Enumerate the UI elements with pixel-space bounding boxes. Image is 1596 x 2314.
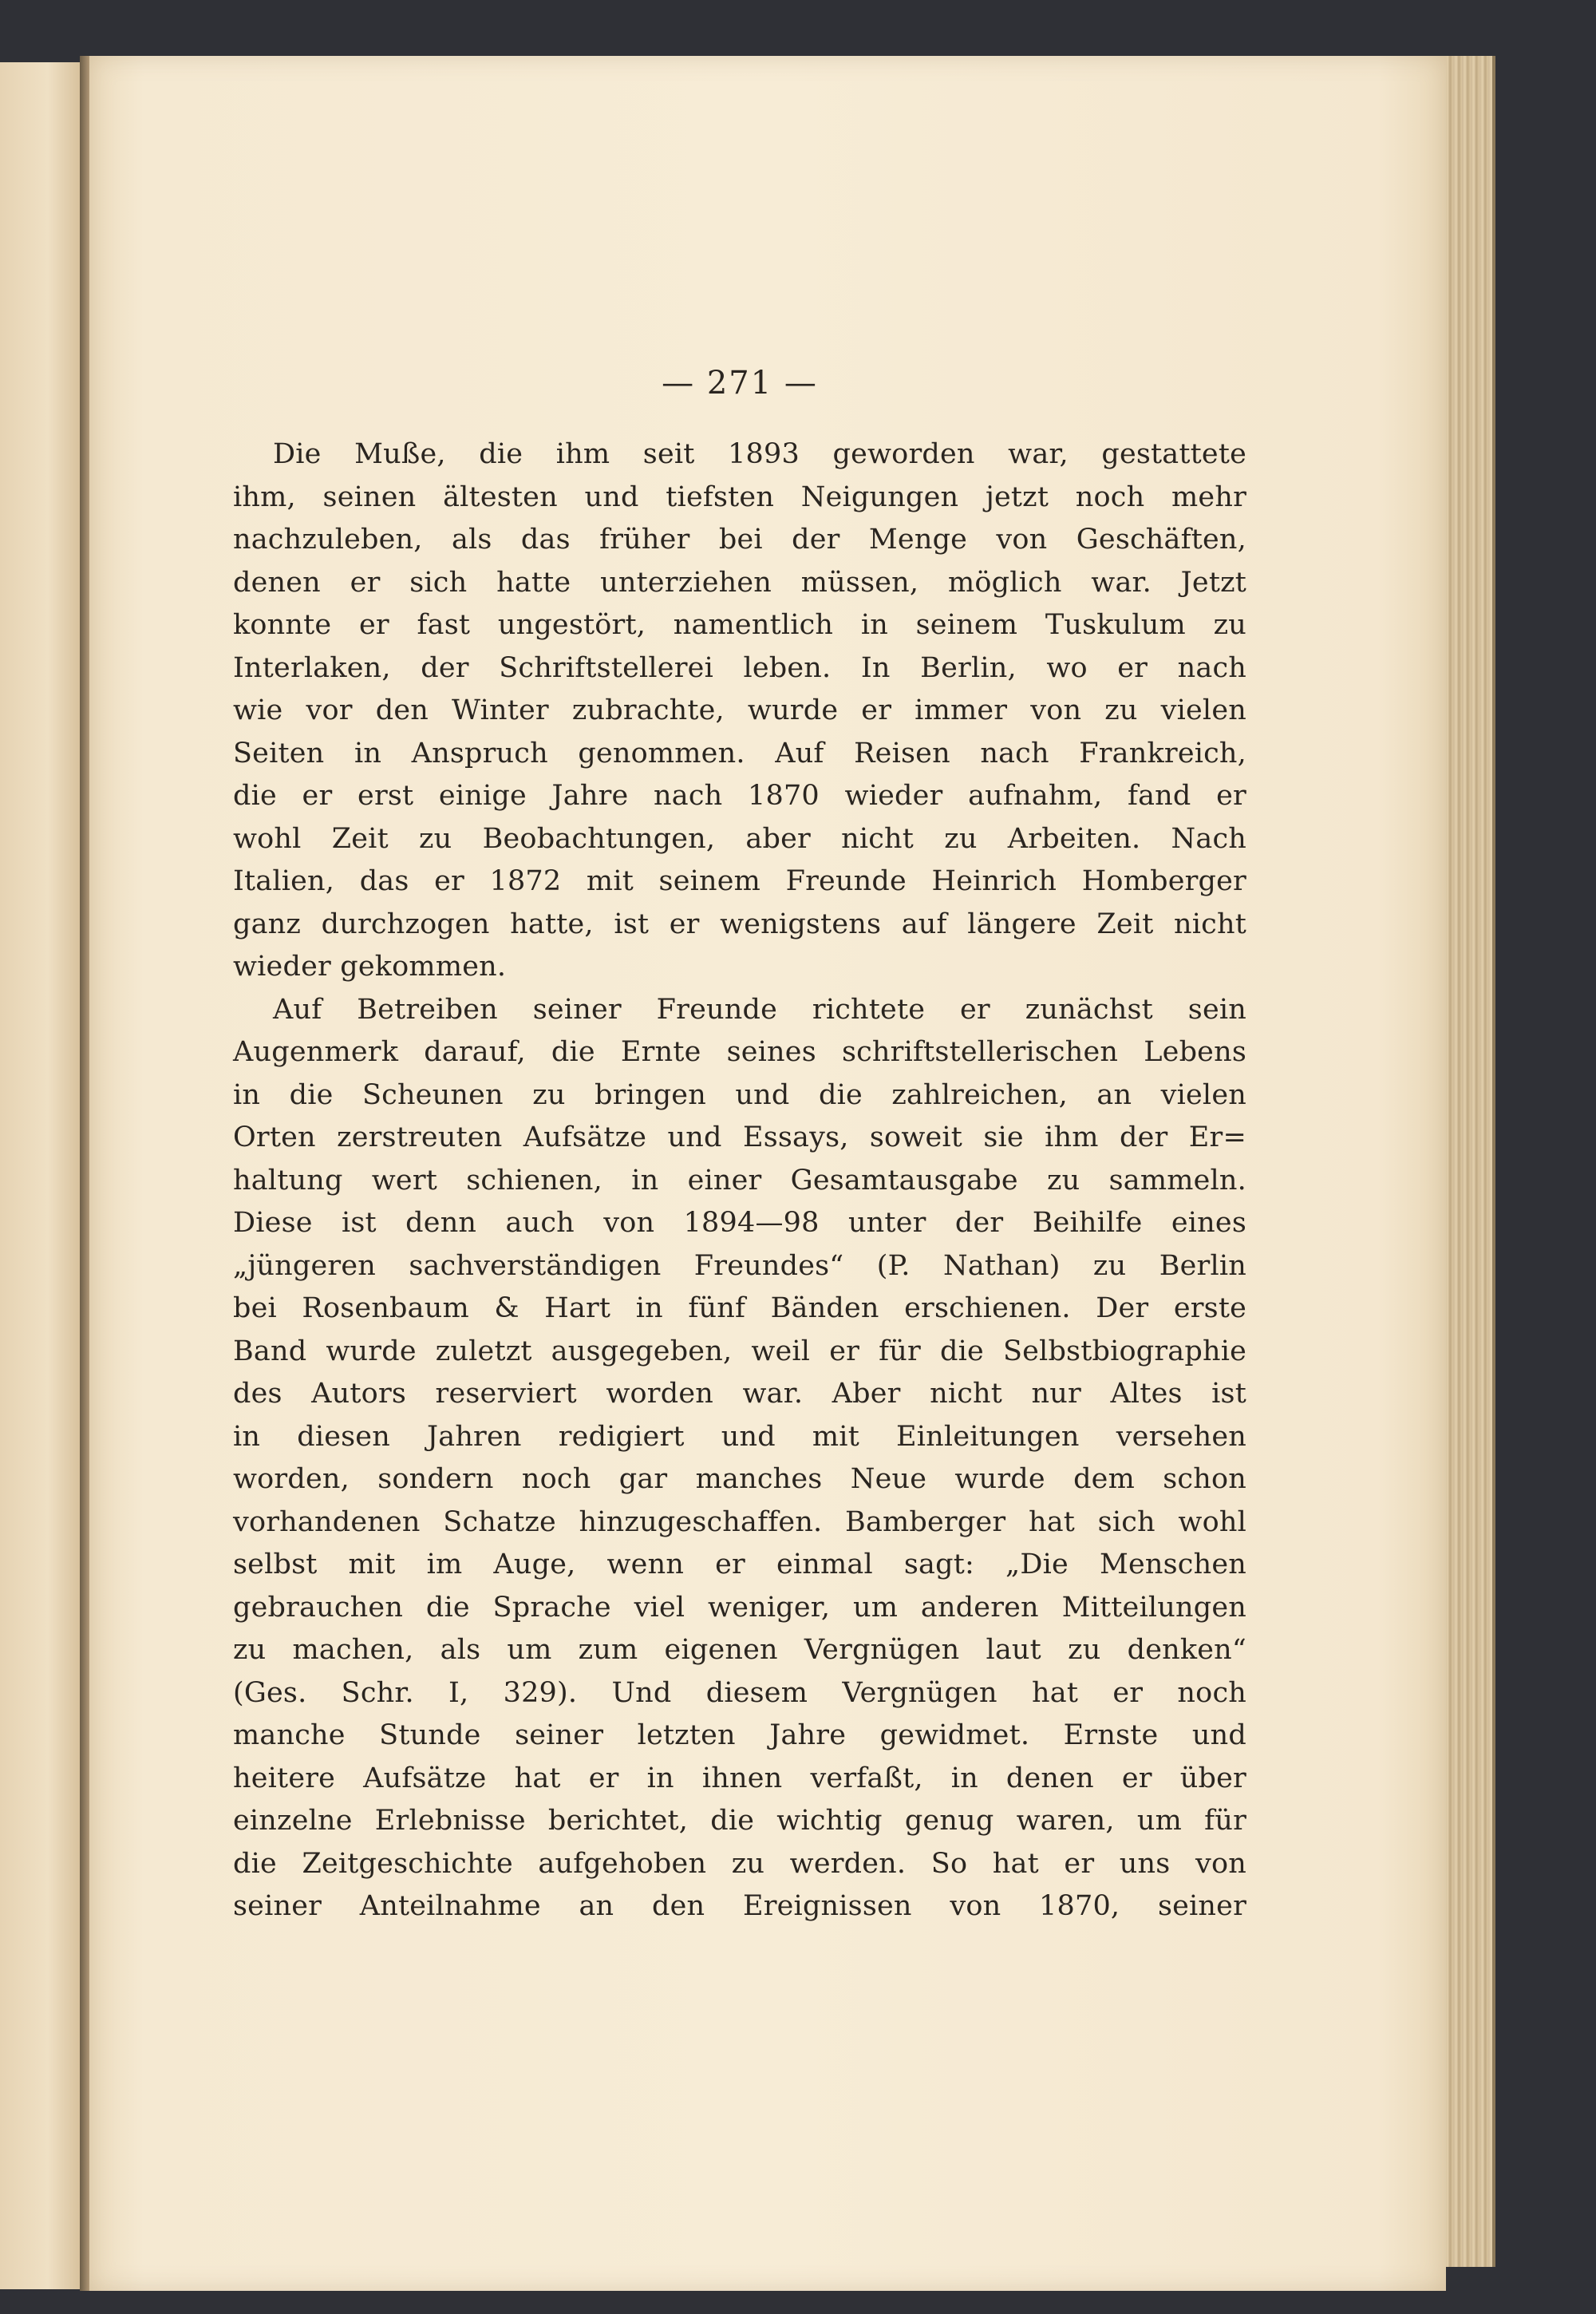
text-line: bei Rosenbaum & Hart in fünf Bänden erschienen. Der erste	[233, 1292, 1246, 1324]
text-line: wieder gekommen.	[233, 951, 507, 983]
text-line: die Zeitgeschichte aufgehoben zu werden. So hat er uns von	[233, 1847, 1246, 1880]
text-line: manche Stunde seiner letzten Jahre gewidmet. Ernste und	[233, 1719, 1246, 1751]
text-line: die er erst einige Jahre nach 1870 wieder aufnahm, fand er	[233, 780, 1246, 812]
text-line: Auf Betreiben seiner Freunde richtete er zunächst sein	[273, 993, 1246, 1026]
page-stack-edge	[1444, 56, 1495, 2267]
text-line: einzelne Erlebnisse berichtet, die wichtig genug waren, um für	[233, 1805, 1246, 1837]
text-line: Die Muße, die ihm seit 1893 geworden war, gestattete	[273, 438, 1246, 470]
text-line: (Ges. Schr. I, 329). Und diesem Vergnügen hat er noch	[233, 1676, 1246, 1709]
book-page	[89, 56, 1446, 2291]
text-line: konnte er fast ungestört, namentlich in seinem Tuskulum zu	[233, 609, 1246, 641]
text-line: haltung wert schienen, in einer Gesamtausgabe zu sammeln.	[233, 1164, 1246, 1197]
text-line: in diesen Jahren redigiert und mit Einleitungen versehen	[233, 1420, 1246, 1453]
text-line: in die Scheunen zu bringen und die zahlreichen, an vielen	[233, 1078, 1246, 1111]
text-line: ganz durchzogen hatte, ist er wenigstens auf längere Zeit nicht	[233, 908, 1246, 940]
text-line: des Autors reserviert worden war. Aber nicht nur Altes ist	[233, 1378, 1246, 1410]
text-line: denen er sich hatte unterziehen müssen, möglich war. Jetzt	[233, 566, 1246, 599]
paragraph-2	[233, 989, 1246, 1928]
page-text-block	[233, 355, 1246, 1928]
text-line: Band wurde zuletzt ausgegeben, weil er für die Selbstbiographie	[233, 1335, 1246, 1367]
text-line: Orten zerstreuten Aufsätze und Essays, soweit sie ihm der Er=	[233, 1121, 1246, 1153]
text-line: Augenmerk darauf, die Ernte seines schriftstellerischen Lebens	[233, 1036, 1246, 1068]
left-page-edge	[0, 62, 82, 2289]
paragraph-1	[233, 433, 1246, 989]
text-line: Italien, das er 1872 mit seinem Freunde Heinrich Homberger	[233, 865, 1246, 897]
text-line: seiner Anteilnahme an den Ereignissen von 1870, seiner	[233, 1890, 1246, 1922]
text-line: vorhandenen Schatze hinzugeschaffen. Bamberger hat sich wohl	[233, 1505, 1246, 1538]
page-number: — 271 —	[662, 365, 818, 401]
text-line: worden, sondern noch gar manches Neue wurde dem schon	[233, 1463, 1246, 1495]
text-line: heitere Aufsätze hat er in ihnen verfaßt, in denen er über	[233, 1762, 1246, 1794]
text-line: selbst mit im Auge, wenn er einmal sagt: „Die Menschen	[233, 1549, 1246, 1580]
text-line: gebrauchen die Sprache viel weniger, um anderen Mitteilungen	[233, 1591, 1246, 1624]
text-line: Seiten in Anspruch genommen. Auf Reisen nach Frankreich,	[233, 737, 1246, 769]
text-line: „jüngeren sachverständigen Freundes“ (P. Nathan) zu Berlin	[233, 1249, 1246, 1282]
text-line: ihm, seinen ältesten und tiefsten Neigungen jetzt noch mehr	[233, 481, 1246, 513]
text-line: wohl Zeit zu Beobachtungen, aber nicht zu Arbeiten. Nach	[233, 822, 1246, 855]
text-line: wie vor den Winter zubrachte, wurde er immer von zu vielen	[233, 694, 1246, 726]
text-line: Interlaken, der Schriftstellerei leben. In Berlin, wo er nach	[233, 651, 1246, 684]
text-line: Diese ist denn auch von 1894—98 unter der Beihilfe eines	[233, 1207, 1246, 1239]
text-line: nachzuleben, als das früher bei der Menge von Geschäften,	[233, 524, 1246, 556]
text-line: zu machen, als um zum eigenen Vergnügen laut zu denken“	[233, 1634, 1246, 1666]
